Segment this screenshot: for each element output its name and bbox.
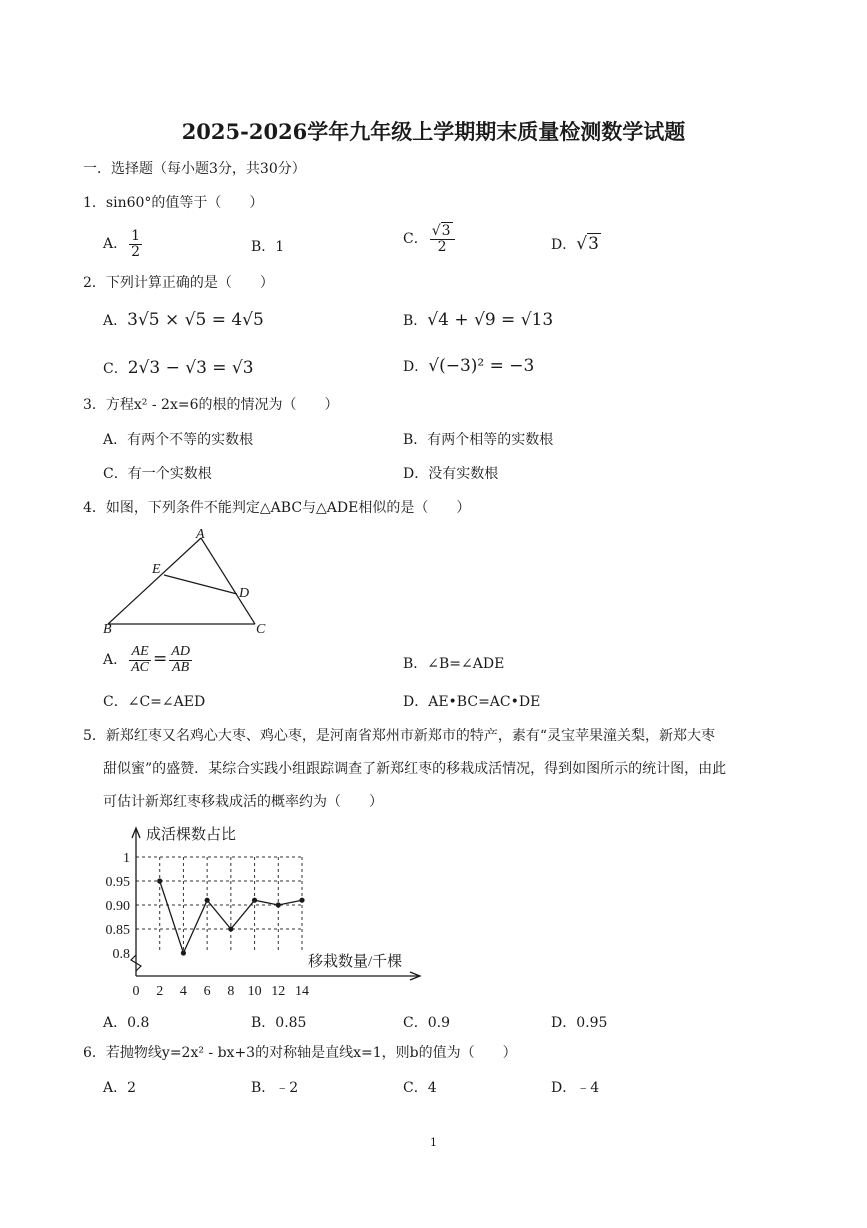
q5-option-b: B．0.85	[251, 1015, 307, 1031]
q4-option-b: B．∠B=∠ADE	[403, 656, 505, 672]
x-tick-label: 0	[132, 984, 140, 999]
question-5-line-2: 甜似蜜”的盛赞．某综合实践小组跟踪调查了新郑红枣的移栽成活情况，得到如图所示的统计图，由此	[103, 761, 727, 777]
x-tick-label: 12	[271, 984, 286, 999]
data-point	[299, 898, 304, 903]
point-label-e: E	[152, 562, 161, 577]
option-label: A．	[103, 236, 128, 253]
vertex-label-c: C	[256, 622, 266, 637]
question-2-stem: 2．下列计算正确的是（ ）	[83, 275, 274, 291]
q3-option-c: C．有一个实数根	[103, 466, 212, 482]
y-tick-label: 0.90	[105, 899, 130, 914]
q3-option-d: D．没有实数根	[403, 466, 499, 482]
page-title: 2025-2026学年九年级上学期期末质量检测数学试题	[181, 119, 686, 144]
x-tick-label: 14	[295, 984, 309, 999]
q4-option-c: C．∠C=∠AED	[103, 694, 206, 710]
y-tick-label: 0.8	[112, 947, 130, 962]
q5-option-a: A．0.8	[103, 1015, 150, 1031]
y-axis-label: 成活棵数占比	[146, 827, 237, 843]
q6-option-a: A．2	[103, 1080, 137, 1096]
q1-option-c: C． $\frac{√3}{2}$	[403, 224, 457, 254]
q4-option-d: D．AE•BC=AC•DE	[403, 694, 541, 710]
y-tick-label: 1	[123, 851, 130, 866]
y-tick-label: 0.85	[105, 923, 130, 938]
data-point	[252, 898, 257, 903]
fraction-root3-over-2: $\frac{√3}{2}$	[430, 224, 455, 254]
q3-option-b: B．有两个相等的实数根	[403, 432, 554, 448]
q2-option-b: B．√4 + √9 = √13	[403, 310, 554, 330]
q6-option-d: D．﹣4	[551, 1080, 600, 1096]
question-6-stem: 6．若抛物线y=2x² - bx+3的对称轴是直线x=1，则b的值为（ ）	[83, 1045, 517, 1061]
q4-option-a: A． $\frac{AE}{AC}$ = $\frac{AD}{AB}$	[103, 644, 190, 675]
x-tick-label: 10	[247, 984, 262, 999]
x-tick-label: 8	[227, 984, 235, 999]
page-number: 1	[430, 1136, 437, 1149]
q2-option-c: C．2√3 − √3 = √3	[103, 358, 254, 378]
q2-option-d: D．√(−3)² = −3	[403, 356, 535, 376]
x-tick-label: 4	[179, 984, 187, 999]
q1-option-b: B．1	[251, 239, 285, 255]
q2-option-a: A．3√5 × √5 = 4√5	[103, 310, 264, 330]
side-ac	[201, 538, 255, 624]
question-4-stem: 4．如图，下列条件不能判定△ABC与△ADE相似的是（ ）	[83, 500, 471, 516]
q5-option-d: D．0.95	[551, 1015, 608, 1031]
data-point	[157, 878, 162, 883]
vertex-label-a: A	[196, 527, 205, 542]
data-point	[276, 902, 281, 907]
question-1-stem: 1．sin60°的值等于（ ）	[83, 195, 264, 211]
data-point	[205, 898, 210, 903]
q1-option-a	[103, 229, 144, 259]
data-point	[181, 950, 186, 955]
question-3-stem: 3．方程x² - 2x=6的根的情况为（ ）	[83, 397, 339, 413]
q6-option-c: C．4	[403, 1080, 437, 1096]
vertex-label-b: B	[103, 622, 112, 637]
x-axis-label: 移栽数量/千棵	[308, 954, 403, 970]
triangle-figure	[100, 524, 275, 638]
data-point	[228, 926, 233, 931]
q6-option-b: B．﹣2	[251, 1080, 299, 1096]
y-tick-label: 0.95	[105, 875, 130, 890]
point-label-d: D	[239, 586, 250, 601]
section-heading: 一．选择题（每小题3分，共30分）	[83, 161, 306, 177]
question-5-line-1: 5．新郑红枣又名鸡心大枣、鸡心枣，是河南省郑州市新郑市的特产，素有“灵宝苹果潼关梨，新郑大枣	[83, 728, 716, 744]
x-tick-label: 6	[203, 984, 211, 999]
survival-rate-chart	[98, 822, 428, 1002]
question-5-line-3: 可估计新郑红枣移栽成活的概率约为（ ）	[103, 794, 383, 810]
q1-option-d: D．√3	[551, 234, 599, 254]
q3-option-a: A．有两个不等的实数根	[103, 432, 254, 448]
fraction-one-half: $\frac{1}{2}$	[131, 228, 141, 260]
q5-option-c: C．0.9	[403, 1015, 450, 1031]
x-tick-label: 2	[156, 984, 164, 999]
